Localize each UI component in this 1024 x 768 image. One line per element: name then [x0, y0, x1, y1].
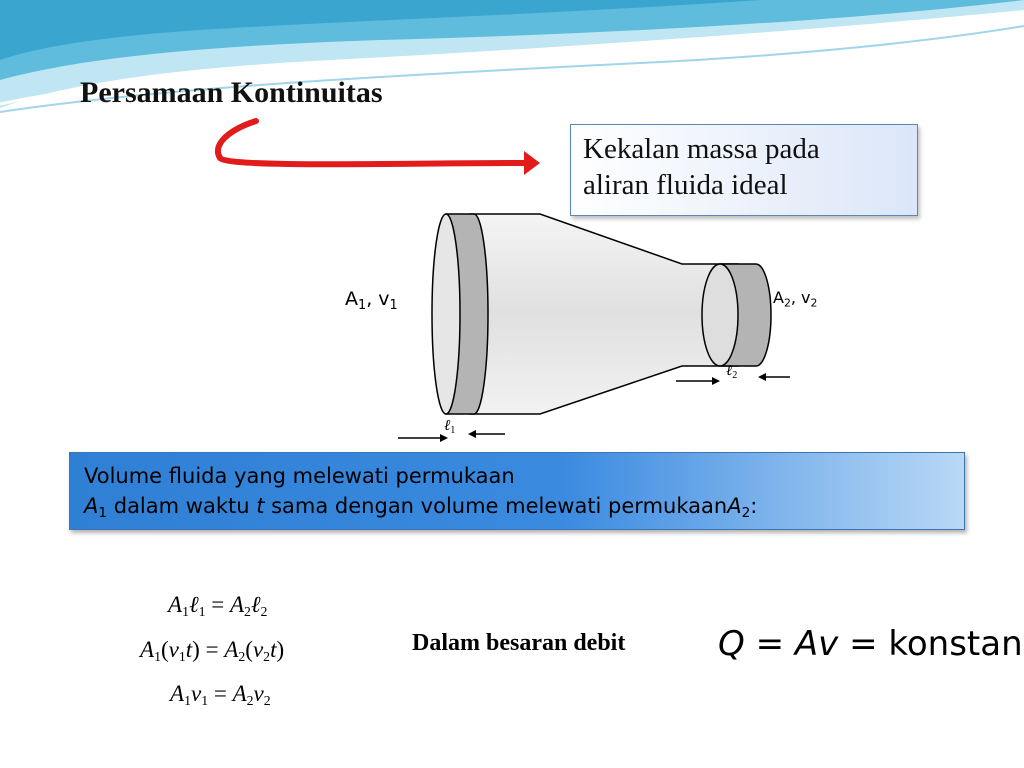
info-box	[69, 452, 965, 530]
pipe-opening-small	[702, 264, 738, 366]
info-line-2: $A_1$ dalam waktu t sama dengan volume melewati permukaanA$_2$:	[84, 494, 758, 522]
callout-line-2: aliran fluida ideal	[583, 169, 788, 201]
equation-2: $A_1(v_1t) = A_2(v_2t)$	[140, 637, 285, 665]
callout-line-1: Kekalan massa pada	[583, 133, 820, 165]
length-arrow-right-out	[758, 373, 790, 381]
flow-rate-formula: Q = Av = konstan	[718, 624, 1023, 664]
pipe-opening-large	[432, 214, 460, 414]
pipe-body	[470, 214, 738, 414]
length-arrow-left-out	[468, 430, 505, 438]
length-arrow-left-in	[398, 434, 448, 442]
page-title: Persamaan Kontinuitas	[80, 76, 383, 109]
equation-3: $A_1v_1 = A_2v_2$	[170, 681, 271, 709]
label-a1-v1: $A_1$, $v_1$	[345, 288, 398, 313]
label-ell1: ℓ$_1$	[444, 418, 456, 437]
equation-1: $A_1\ell_1$ = $A_2\ell_2$	[168, 592, 268, 620]
length-arrow-right-in	[676, 377, 720, 385]
label-a2-v2: $A_2$, $v_2$	[773, 288, 818, 310]
label-ell2: ℓ$_2$	[726, 363, 738, 382]
debit-label: Dalam besaran debit	[412, 630, 626, 656]
info-line-1: Volume fluida yang melewati permukaan	[84, 464, 515, 488]
